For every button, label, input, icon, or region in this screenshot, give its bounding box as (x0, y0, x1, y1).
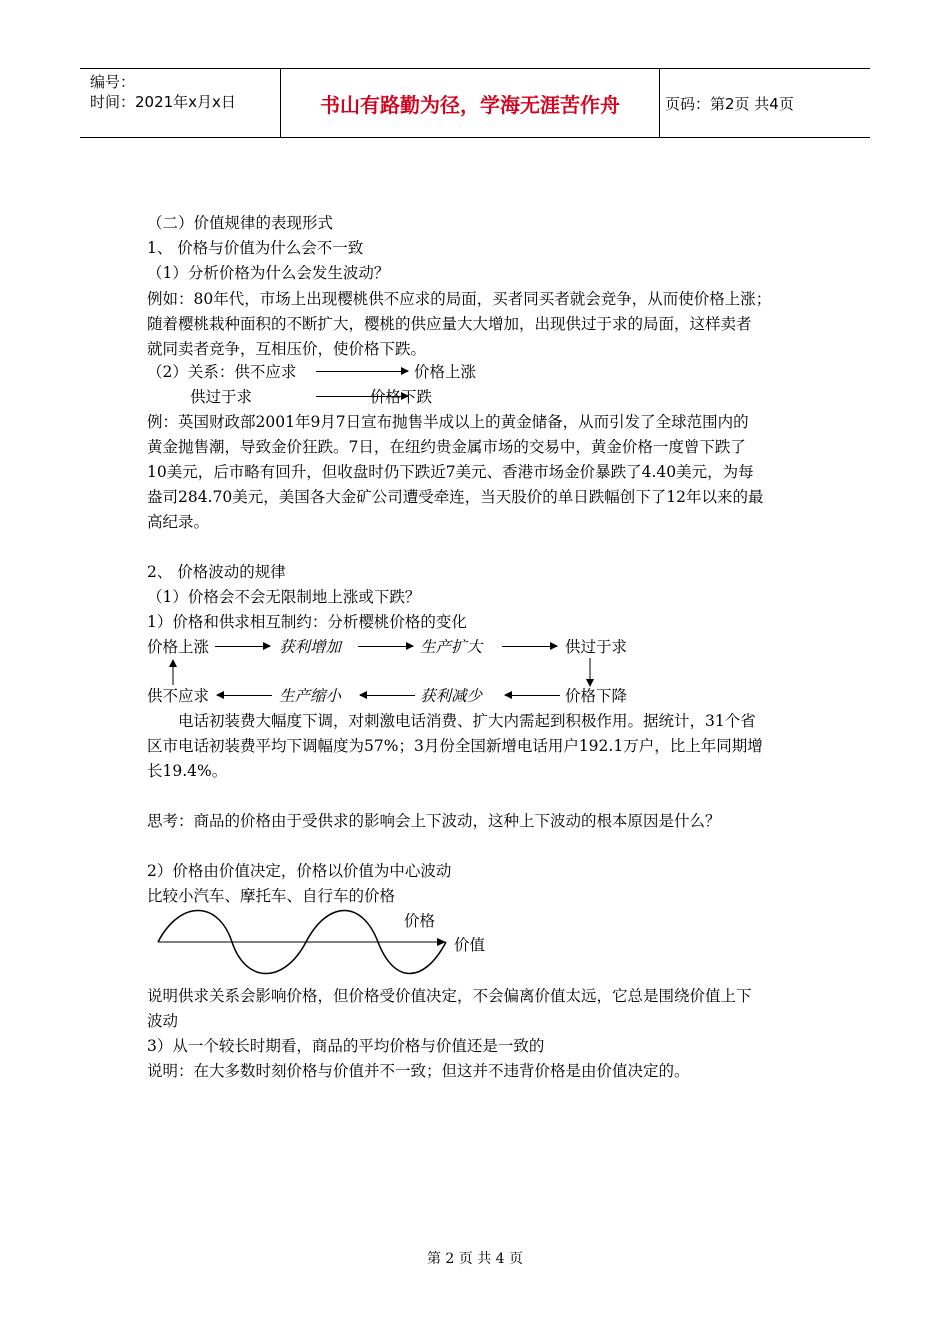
q1-title: 1、 价格与价值为什么会不一致 (147, 239, 364, 257)
wave-price-label: 价格 (404, 912, 436, 930)
cycle-oversupply: 供过于求 (565, 638, 628, 656)
number-label: 编号： (90, 73, 136, 91)
ex2-line5: 高纪录。 (147, 513, 210, 531)
ex1-line1: 例如：80年代，市场上出现樱桃供不应求的局面，买者同买者就会竞争，从而使价格上涨； (147, 290, 772, 308)
ex2-line1: 例：英国财政部2001年9月7日宣布抛售半成以上的黄金储备，从而引发了全球范围内的 (147, 413, 749, 431)
cycle-undersupply: 供不应求 (147, 687, 210, 705)
ex1-line2: 随着樱桃栽种面积的不断扩大，樱桃的供应量大大增加，出现供过于求的局面，这样卖者 (147, 315, 752, 333)
cycle-price-up: 价格上涨 (147, 638, 210, 656)
section-title: （二）价值规律的表现形式 (147, 214, 334, 232)
relation-price-up: 价格上涨 (414, 363, 477, 381)
relation-label: （2）关系：供不应求 (147, 363, 297, 381)
ex2-line2: 黄金抛售潮，导致金价狂跌。7日，在纽约贵金属市场的交易中，黄金价格一度曾下跌了 (147, 438, 746, 456)
cycle-prod-expand: 生产扩大 (420, 638, 483, 656)
q2-sub1a: 1）价格和供求相互制约：分析樱桃价格的变化 (147, 613, 467, 631)
q2-sub3: 3）从一个较长时期看，商品的平均价格与价值还是一致的 (147, 1037, 545, 1055)
phone-line3: 长19.4%。 (147, 762, 228, 780)
ex2-line3: 10美元，后市略有回升，但收盘时仍下跌近7美元、香港市场金价暴跌了4.40美元，为每 (147, 463, 754, 481)
q1-sub1: （1）分析价格为什么会发生波动？ (147, 264, 390, 282)
q2-sub1: （1）价格会不会无限制地上涨或下跌？ (147, 588, 421, 606)
cycle-profit-up: 获利增加 (279, 638, 342, 656)
relation-price-down: 价格下跌 (370, 388, 433, 406)
cycle-prod-shrink: 生产缩小 (279, 687, 342, 705)
date-label: 时间：2021年x月x日 (90, 93, 236, 111)
explain2: 说明：在大多数时刻价格与价值并不一致；但这并不违背价格是由价值决定的。 (147, 1062, 690, 1080)
ex2-line4: 盎司284.70美元，美国各大金矿公司遭受牵连，当天股价的单日跌幅创下了12年以来的最 (147, 488, 764, 506)
phone-line2: 区市电话初装费平均下调幅度为57%；3月份全国新增电话用户192.1万户，比上年同期增 (147, 737, 763, 755)
ex1-line3: 就同卖者竞争，互相压价，使价格下跌。 (147, 340, 427, 358)
cycle-price-down: 价格下降 (565, 687, 628, 705)
cycle-profit-down: 获利减少 (420, 687, 483, 705)
header-motto: 书山有路勤为径，学海无涯苦作舟 (281, 69, 660, 137)
relation-oversupply: 供过于求 (190, 388, 253, 406)
q2-sub2: 2）价格由价值决定，价格以价值为中心波动 (147, 862, 452, 880)
page-footer: 第 2 页 共 4 页 (426, 1251, 524, 1267)
header-page-label: 页码：第2页 共4页 (665, 94, 794, 113)
q2-title: 2、 价格波动的规律 (147, 563, 286, 581)
wave-value-label: 价值 (454, 936, 486, 954)
explain1-line1: 说明供求关系会影响价格，但价格受价值决定，不会偏离价值太远，它总是围绕价值上下 (147, 987, 752, 1005)
compare-text: 比较小汽车、摩托车、自行车的价格 (147, 887, 396, 905)
phone-line1: 电话初装费大幅度下调，对刺激电话消费、扩大内需起到积极作用。据统计，31个省 (178, 712, 756, 730)
explain1-line2: 波动 (147, 1012, 179, 1030)
think-question: 思考：商品的价格由于受供求的影响会上下波动，这种上下波动的根本原因是什么？ (147, 812, 721, 830)
